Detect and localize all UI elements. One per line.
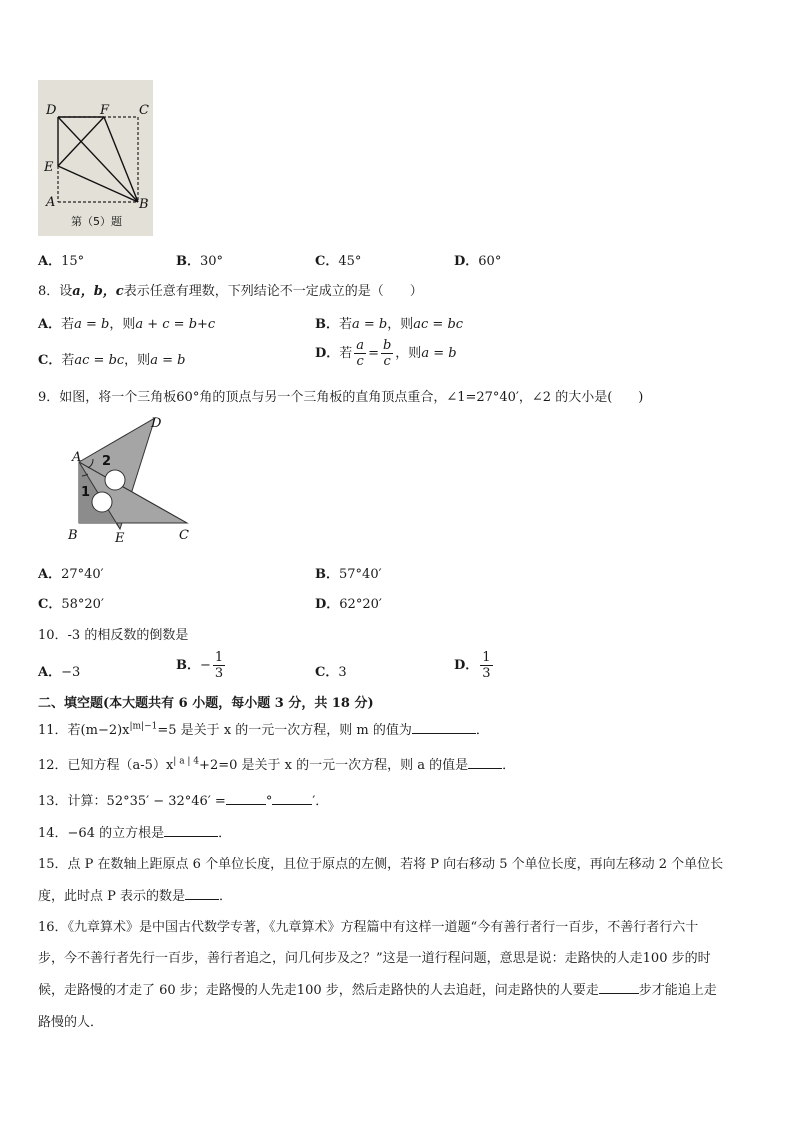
option-letter: A． [38, 567, 62, 582]
option-letter: B． [176, 658, 200, 673]
q11-text-post: =5 是关于 x 的一元一次方程，则 m 的值为 [157, 723, 412, 738]
option-if: 若 [339, 346, 353, 361]
answer-blank-minutes[interactable] [272, 792, 312, 805]
figure-q5-diagram [38, 80, 153, 236]
option-then: ，则 [124, 353, 151, 368]
option-text: 27°40′ [61, 567, 104, 582]
degree-symbol: ° [265, 794, 273, 809]
option-letter: A． [38, 665, 62, 680]
q14-end: ． [218, 826, 232, 841]
label-E: E [115, 531, 125, 544]
label-F: F [100, 103, 110, 118]
option-condition: a = b [74, 317, 110, 332]
angle-2-label: 2 [102, 454, 112, 469]
minute-symbol: ′． [312, 794, 329, 809]
q10-option-b [176, 651, 227, 680]
option-if: 若 [61, 353, 75, 368]
option-text: 45° [338, 254, 362, 269]
q11-end: ． [475, 723, 489, 738]
label-E: E [44, 160, 54, 175]
q13-text-pre: 13．计算： [38, 794, 107, 809]
option-text: 3 [338, 665, 347, 680]
option-condition: a = b [352, 317, 388, 332]
figure-q9-diagram [62, 412, 202, 544]
label-C: C [179, 528, 189, 543]
q13 [38, 790, 328, 809]
option-letter: B． [315, 567, 339, 582]
fraction-one-third [480, 651, 492, 680]
angle-1-label: 1 [81, 485, 91, 500]
q9-option-b [315, 563, 382, 582]
answer-blank[interactable] [468, 756, 502, 769]
q15-end: ． [219, 889, 233, 904]
q14-text-pre: 14．−64 的立方根是 [38, 826, 165, 841]
option-then: ，则 [395, 346, 422, 361]
option-text: 15° [61, 254, 85, 269]
denominator: c [383, 354, 391, 369]
option-result: a = b [150, 353, 186, 368]
q9-option-a [38, 563, 104, 582]
option-letter: B． [315, 317, 339, 332]
option-then: ，则 [387, 317, 414, 332]
q16-line-3 [38, 979, 717, 998]
denominator: 3 [214, 666, 224, 681]
option-letter: D． [454, 254, 479, 269]
option-letter: D． [315, 597, 340, 612]
q7-option-c [315, 250, 361, 269]
option-text: 62°20′ [339, 597, 382, 612]
figure-q5 [38, 80, 153, 236]
answer-blank[interactable] [412, 721, 476, 734]
label-C: C [139, 103, 149, 118]
equals-sign: = [368, 346, 379, 361]
label-D: D [151, 416, 162, 431]
answer-blank-degrees[interactable] [226, 792, 266, 805]
q12-end: ． [502, 758, 516, 773]
q12 [38, 754, 515, 773]
denominator: c [356, 354, 364, 369]
numerator: a [356, 338, 365, 353]
q10-option-d [454, 651, 495, 680]
q15-line-2 [38, 885, 232, 904]
q8-option-d [315, 339, 457, 368]
q9-option-d [315, 593, 382, 612]
figure-caption: 第（5）题 [71, 215, 122, 228]
q13-expression: 52°35′ − 32°46′ = [106, 794, 226, 809]
option-letter: D． [315, 346, 340, 361]
option-result: ac = bc [413, 317, 464, 332]
q14 [38, 822, 231, 841]
option-text: 30° [200, 254, 224, 269]
q11-exponent: |m|−1 [129, 721, 158, 732]
option-condition: ac = bc [74, 353, 125, 368]
q12-text-post: +2=0 是关于 x 的一元一次方程，则 a 的值是 [199, 758, 469, 773]
q7-option-b [176, 250, 223, 269]
q15-text: 度，此时点 P 表示的数是 [38, 889, 186, 904]
option-letter: D． [454, 658, 479, 673]
option-letter: B． [176, 254, 200, 269]
q15-line-1: 15．点 P 在数轴上距原点 6 个单位长度，且位于原点的左侧，若将 P 向右移动 5 个单位长度，再向左移动 2 个单位长 [38, 857, 724, 872]
option-text: 60° [478, 254, 502, 269]
section-title-fill-in: 二、填空题(本大题共有 6 小题，每小题 3 分，共 18 分) [38, 696, 374, 711]
option-letter: C． [315, 665, 339, 680]
option-letter: A． [38, 254, 62, 269]
option-text: 58°20′ [61, 597, 104, 612]
option-letter: A． [38, 317, 62, 332]
option-letter: C． [315, 254, 339, 269]
option-letter: C． [38, 353, 62, 368]
answer-blank[interactable] [599, 981, 639, 994]
answer-blank[interactable] [185, 887, 219, 900]
option-result: a + c = b+c [135, 317, 216, 332]
denominator: 3 [482, 666, 491, 681]
q12-exponent: | a | 4 [173, 756, 200, 767]
q16-line-4: 路慢的人． [38, 1015, 104, 1030]
q7-option-d [454, 250, 501, 269]
fraction-a-over-c [354, 339, 366, 368]
option-then: ，则 [109, 317, 136, 332]
q10-option-a [38, 661, 80, 680]
numerator: 1 [214, 650, 224, 665]
q12-text-pre: 12．已知方程（a-5）x [38, 758, 174, 773]
q9-stem: 9．如图，将一个三角板60°角的顶点与另一个三角板的直角顶点重合，∠1=27°40′，∠2 的大小是( ) [38, 390, 644, 405]
q11 [38, 719, 489, 738]
label-B: B [68, 528, 78, 543]
q16-line-1: 16．《九章算术》是中国古代数学专著，《九章算术》方程篇中有这样一道题“今有善行者行一百步，不善行者行六十 [38, 920, 699, 935]
option-text: −3 [61, 665, 81, 680]
option-result: a = b [421, 346, 457, 361]
numerator: 1 [482, 650, 491, 665]
minus-sign: − [200, 658, 211, 673]
q8-stem-text: 表示任意有理数，下列结论不一定成立的是（ ） [123, 284, 423, 299]
q10-stem: 10．-3 的相反数的倒数是 [38, 628, 189, 643]
q7-option-a [38, 250, 84, 269]
label-B: B [139, 197, 149, 212]
q8-option-b [315, 313, 463, 332]
answer-blank[interactable] [164, 824, 218, 837]
option-text: 57°40′ [339, 567, 382, 582]
q8-option-c [38, 349, 185, 368]
q8-vars: a，b，c [72, 284, 124, 299]
option-if: 若 [61, 317, 75, 332]
numerator: b [382, 338, 392, 353]
q16-text-after: 步才能追上走 [638, 983, 717, 998]
q8-stem [38, 280, 423, 299]
label-A: A [46, 195, 56, 210]
option-if: 若 [339, 317, 353, 332]
fraction-b-over-c [381, 339, 393, 368]
fraction-one-third [213, 651, 225, 680]
option-letter: C． [38, 597, 62, 612]
q8-option-a [38, 313, 215, 332]
q10-option-c [315, 661, 347, 680]
label-A: A [72, 450, 82, 465]
q8-prefix: 8．设 [38, 284, 73, 299]
q16-line-2: 步，今不善行者先行一百步，善行者追之，问几何步及之？”这是一道行程问题，意思是说：走路快的人走100 步的时 [38, 951, 711, 966]
q16-text: 候，走路慢的才走了 60 步；走路慢的人先走100 步，然后走路快的人去追赶，问走路快的人要走 [38, 983, 599, 998]
label-D: D [46, 103, 57, 118]
q9-option-c [38, 593, 104, 612]
q11-text-pre: 11．若(m−2)x [38, 723, 130, 738]
